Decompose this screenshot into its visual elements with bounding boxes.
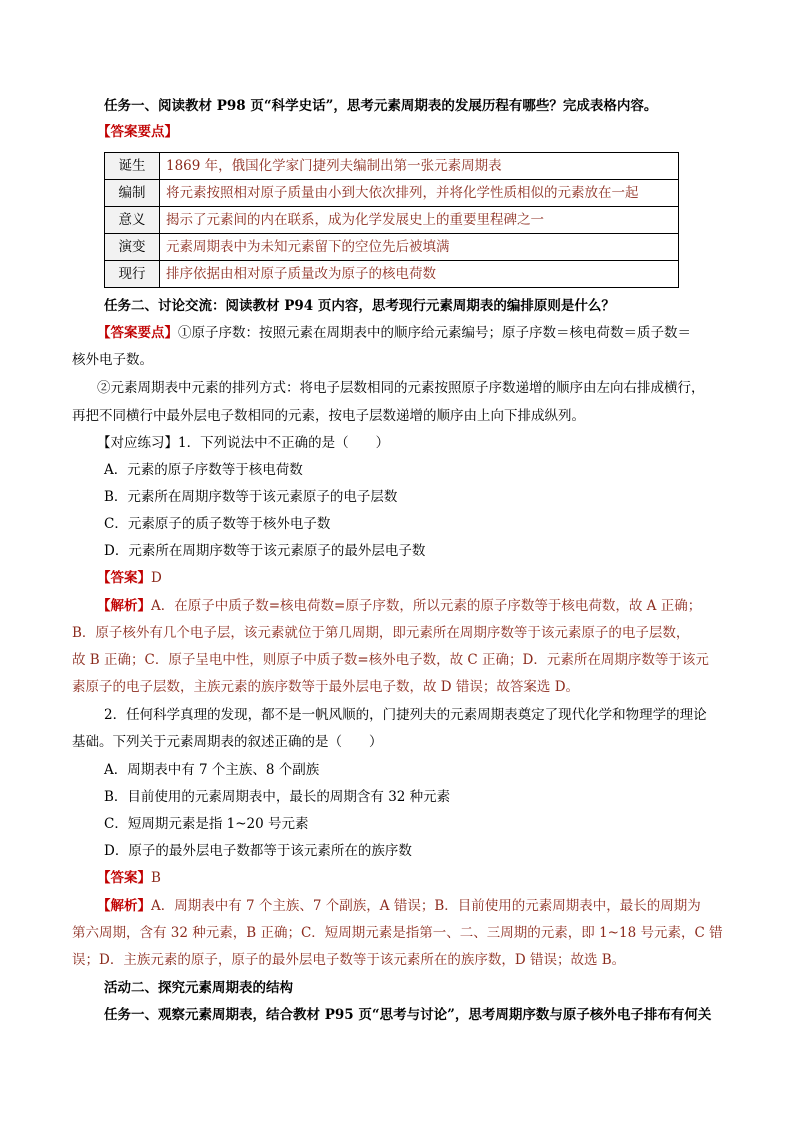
table-row bbox=[105, 261, 679, 288]
table-row bbox=[105, 207, 679, 234]
activity2-task1 bbox=[104, 1006, 711, 1024]
table-key: 现行 bbox=[105, 261, 160, 288]
q1-option-b: B．元素所在周期序数等于该元素原子的电子层数 bbox=[104, 489, 398, 505]
q2-stem-line1: 2．任何科学真理的发现，都不是一帆风顺的，门捷列夫的元素周期表奠定了现代化学和物理学的理论 bbox=[104, 707, 707, 723]
table-value: 揭示了元素间的内在联系，成为化学发展史上的重要里程碑之一 bbox=[160, 207, 679, 234]
table-row bbox=[105, 180, 679, 207]
q1-answer-label: 【答案】 bbox=[97, 570, 151, 586]
q2-stem-line2: 基础。下列关于元素周期表的叙述正确的是（ ） bbox=[72, 734, 383, 750]
task2-answer-line1 bbox=[97, 324, 691, 342]
q2-answer-label: 【答案】 bbox=[97, 870, 151, 886]
table-value: 元素周期表中为未知元素留下的空位先后被填满 bbox=[160, 234, 679, 261]
activity2-title: 活动二、探究元素周期表的结构 bbox=[104, 980, 293, 996]
q2-option-d: D．原子的最外层电子数都等于该元素所在的族序数 bbox=[104, 843, 412, 859]
q2-option-b: B．目前使用的元素周期表中，最长的周期含有 32 种元素 bbox=[104, 789, 451, 805]
table-key: 演变 bbox=[105, 234, 160, 261]
task2-arrangement-line1: ②元素周期表中元素的排列方式：将电子层数相同的元素按照原子序数递增的顺序由左向右排成横行， bbox=[97, 380, 705, 396]
q1-analysis-text: A．在原子中质子数=核电荷数=原子序数，所以元素的原子序数等于核电荷数，故 A 正确； bbox=[151, 598, 702, 614]
q1-analysis-label: 【解析】 bbox=[97, 598, 151, 614]
table-value: 排序依据由相对原子质量改为原子的核电荷数 bbox=[160, 261, 679, 288]
task1-title: 任务一、阅读教材 P98 页“科学史话”，思考元素周期表的发展历程有哪些？完成表格内容。 bbox=[104, 98, 658, 114]
table-value: 将元素按照相对原子质量由小到大依次排列，并将化学性质相似的元素放在一起 bbox=[160, 180, 679, 207]
q2-analysis-label: 【解析】 bbox=[97, 898, 151, 914]
q1-option-d: D．元素所在周期序数等于该元素原子的最外层电子数 bbox=[104, 543, 426, 559]
q1-stem: 【对应练习】1．下列说法中不正确的是（ ） bbox=[97, 435, 390, 451]
q1-analysis-line1 bbox=[97, 597, 701, 615]
task2-answer-label: 【答案要点】 bbox=[97, 325, 178, 341]
activity2-task1-text: 任务一、观察元素周期表，结合教材 P95 页“思考与讨论”，思考周期序数与原子核外电子排布有何关 bbox=[104, 1007, 712, 1023]
table-key: 诞生 bbox=[105, 153, 160, 180]
q1-option-a: A．元素的原子序数等于核电荷数 bbox=[104, 462, 303, 478]
table-value: 1869 年，俄国化学家门捷列夫编制出第一张元素周期表 bbox=[160, 153, 679, 180]
task2-arrangement-line2: 再把不同横行中最外层电子数相同的元素，按电子层数递增的顺序由上向下排成纵列。 bbox=[72, 408, 585, 424]
q2-option-a: A．周期表中有 7 个主族、8 个副族 bbox=[104, 762, 320, 778]
q1-answer-value: D bbox=[151, 570, 162, 586]
q2-option-c: C．短周期元素是指 1~20 号元素 bbox=[104, 816, 309, 832]
q2-analysis-line1 bbox=[97, 897, 701, 915]
q1-answer bbox=[97, 569, 162, 587]
task1-answer-label: 【答案要点】 bbox=[97, 124, 178, 140]
table-row bbox=[105, 234, 679, 261]
q2-analysis-text: A．周期表中有 7 个主族、7 个副族，A 错误；B．目前使用的元素周期表中，最长的周期为 bbox=[151, 898, 701, 914]
q2-answer-value: B bbox=[151, 870, 161, 886]
q1-analysis-line4: 素原子的电子层数，主族元素的族序数等于最外层电子数，故 D 错误；故答案选 D。 bbox=[72, 679, 580, 695]
q2-analysis-line2: 第六周期，含有 32 种元素，B 正确；C．短周期元素是指第一、二、三周期的元素，即 1~18 号元素，C 错 bbox=[72, 925, 723, 941]
q2-answer bbox=[97, 869, 161, 887]
history-table bbox=[104, 152, 679, 288]
q1-option-c: C．元素原子的质子数等于核外电子数 bbox=[104, 516, 331, 532]
q1-analysis-line2: B．原子核外有几个电子层，该元素就位于第几周期，即元素所在周期序数等于该元素原子的电子层数， bbox=[72, 625, 690, 641]
task2-answer-line2: 核外电子数。 bbox=[72, 352, 153, 368]
table-key: 意义 bbox=[105, 207, 160, 234]
task2-answer-text: ①原子序数：按照元素在周期表中的顺序给元素编号；原子序数＝核电荷数＝质子数＝ bbox=[178, 325, 691, 341]
task2-title: 任务二、讨论交流：阅读教材 P94 页内容，思考现行元素周期表的编排原则是什么？ bbox=[104, 298, 615, 314]
q2-analysis-line3: 误；D．主族元素的原子，原子的最外层电子数等于该元素所在的族序数，D 错误；故选 B。 bbox=[72, 952, 626, 968]
table-row bbox=[105, 153, 679, 180]
table-key: 编制 bbox=[105, 180, 160, 207]
q1-analysis-line3: 故 B 正确；C．原子呈电中性，则原子中质子数=核外电子数，故 C 正确；D．元素所在周期序数等于该元 bbox=[72, 652, 709, 668]
